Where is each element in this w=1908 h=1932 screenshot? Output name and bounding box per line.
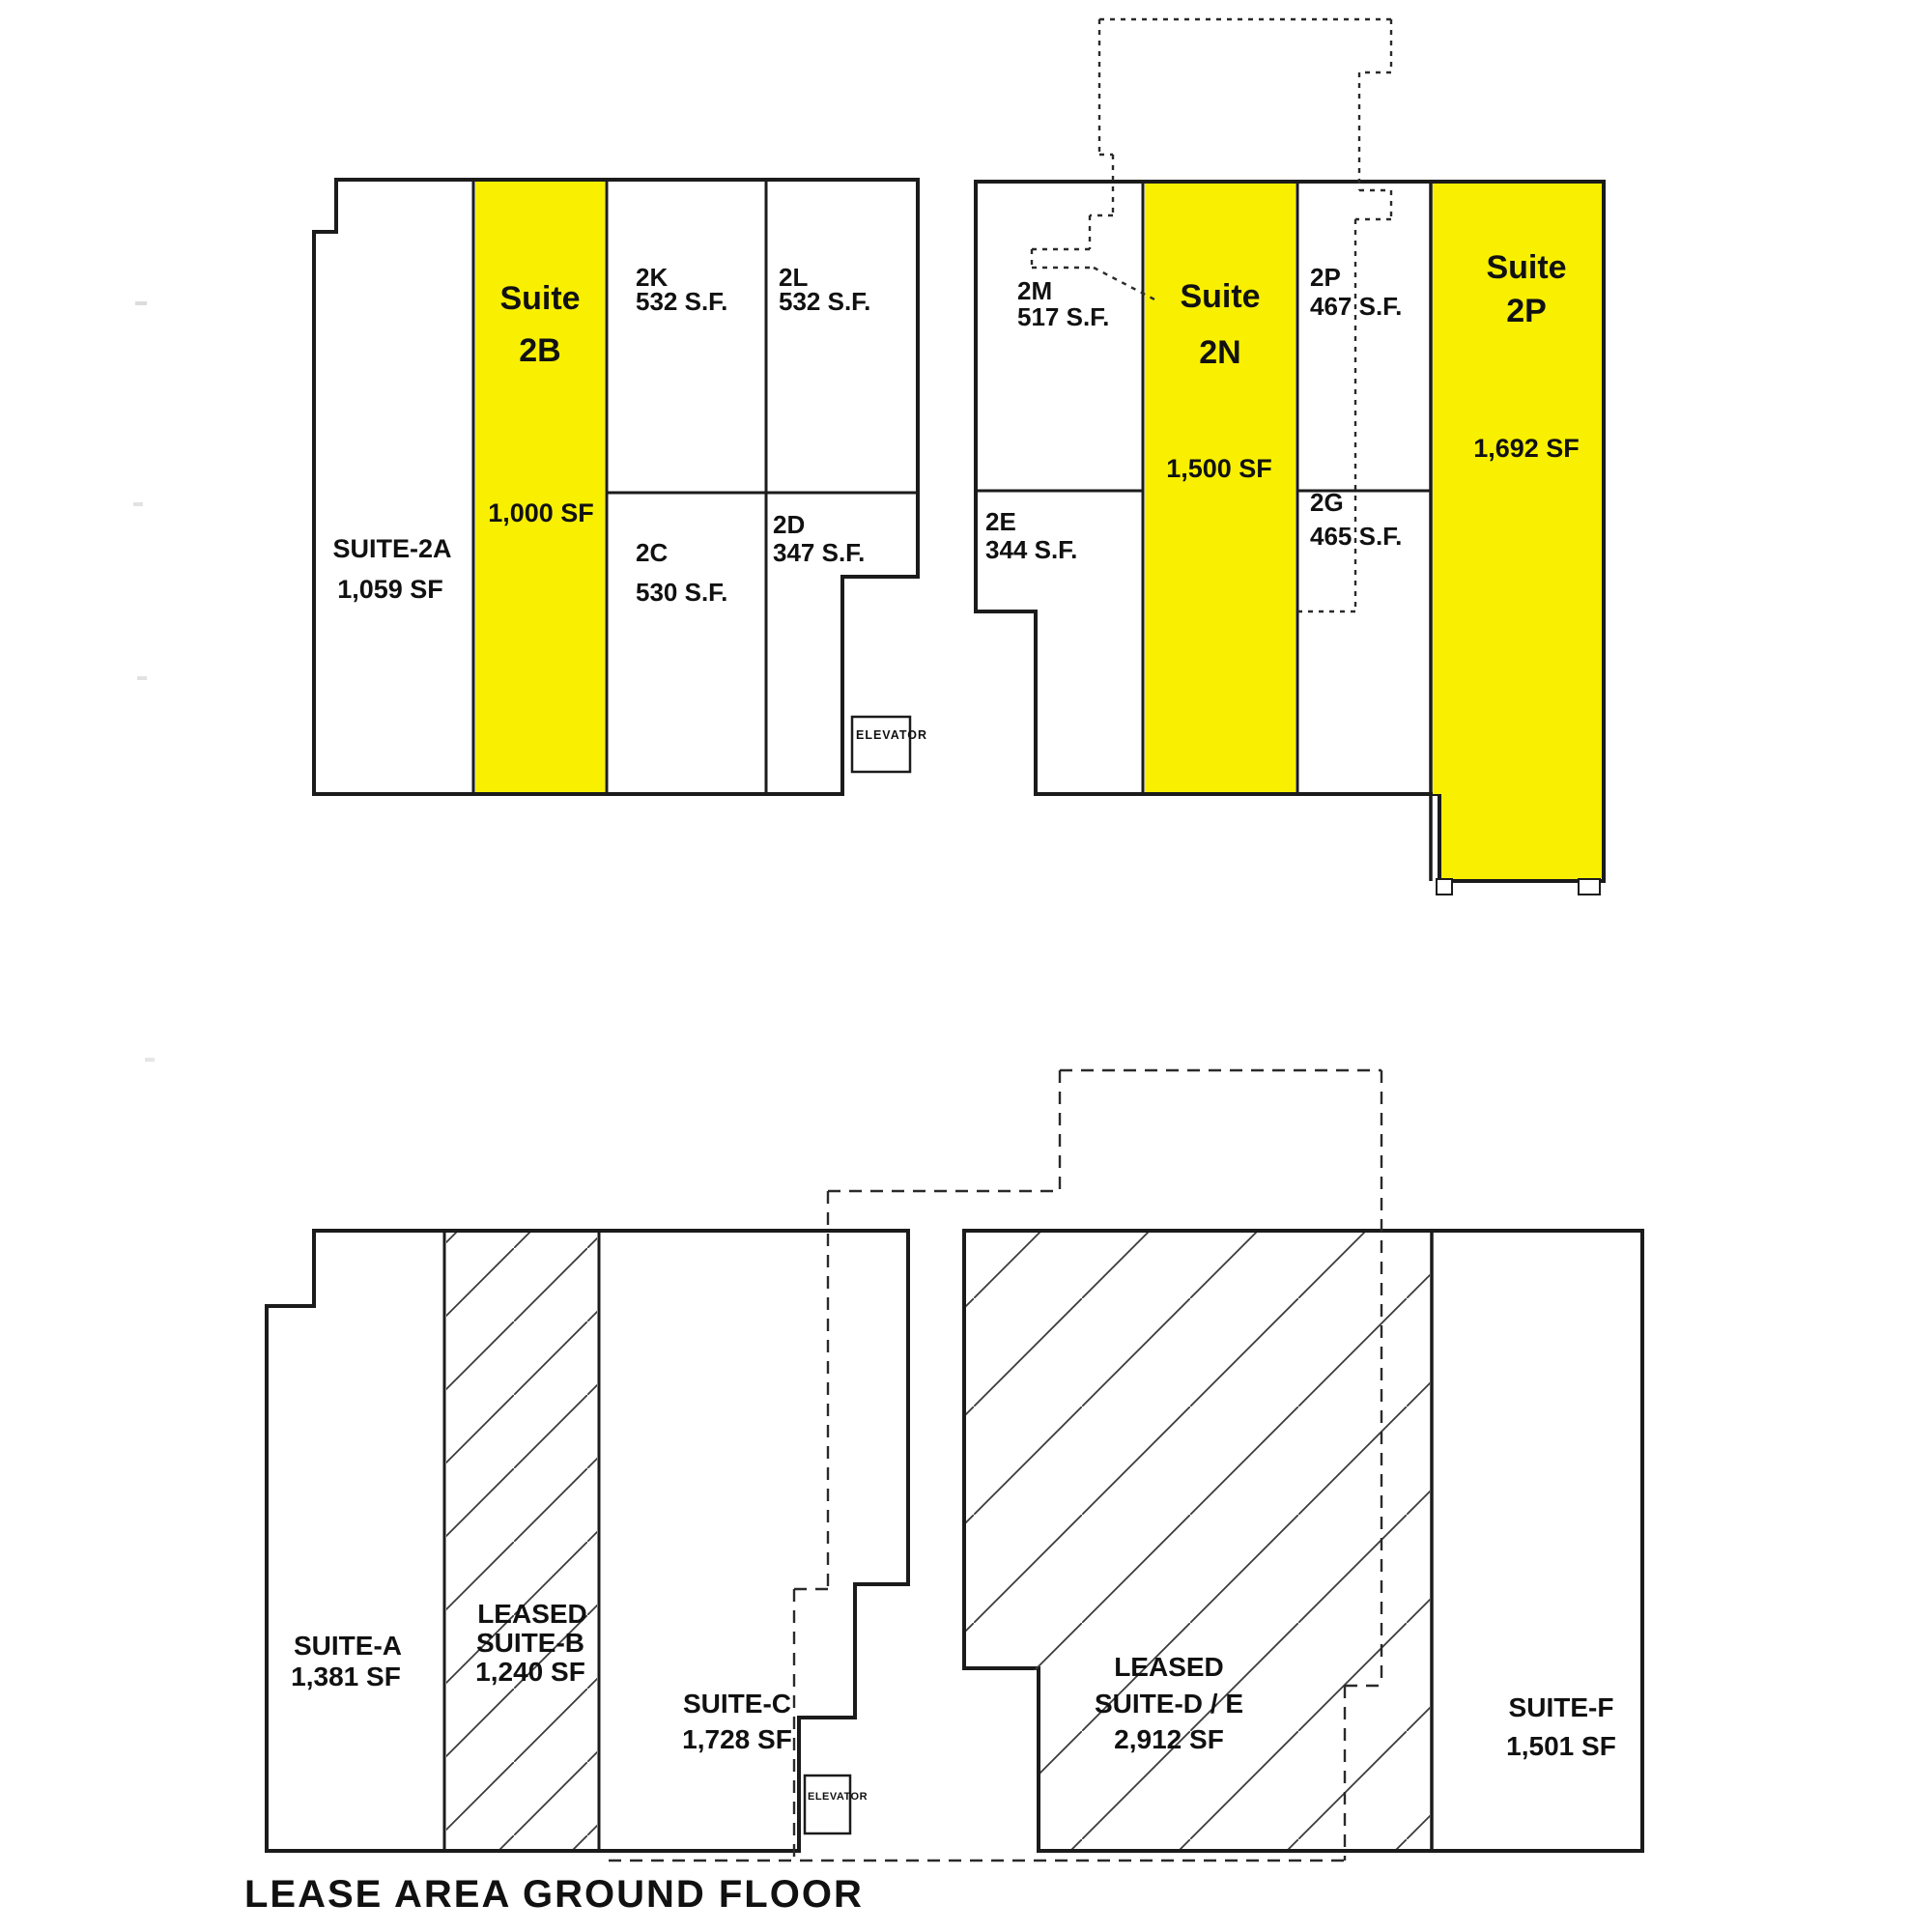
suite-b-hatch (446, 1233, 597, 1849)
suite-b-area: 1,240 SF (475, 1657, 585, 1687)
unit-2l-name: 2L (779, 263, 809, 292)
elevator-label-gf: ELEVATOR (808, 1791, 869, 1803)
elevator-shaft-gf (805, 1776, 850, 1833)
door-notch-left (1437, 879, 1452, 895)
second-floor-left-building (314, 180, 927, 794)
unit-2e-area: 344 S.F. (985, 535, 1078, 564)
suite-f-name: SUITE-F (1508, 1692, 1614, 1722)
suite-2a-name: SUITE-2A (332, 534, 452, 563)
unit-2g-area: 465 S.F. (1310, 522, 1403, 551)
ground-floor-right-building (964, 1231, 1642, 1851)
suite-c-name: SUITE-C (683, 1689, 791, 1719)
left-building-outline (314, 180, 918, 794)
suite-b-status: LEASED (477, 1599, 587, 1629)
elevator-label-2f: ELEVATOR (856, 728, 927, 742)
suite-b-name: SUITE-B (476, 1628, 584, 1658)
suite-2b-name-line2: 2B (519, 332, 561, 369)
page-title: LEASE AREA GROUND FLOOR (244, 1873, 864, 1916)
suite-f-area: 1,501 SF (1506, 1731, 1616, 1761)
unit-2m-name: 2M (1017, 276, 1053, 305)
suite-2n-name-line2: 2N (1199, 334, 1241, 371)
suite-de-status: LEASED (1114, 1652, 1224, 1682)
suite-2n-name-line1: Suite (1180, 278, 1261, 315)
suite-de-name: SUITE-D / E (1094, 1689, 1244, 1719)
suite-2n-area: 1,500 SF (1166, 454, 1272, 483)
suite-2a-area: 1,059 SF (337, 575, 443, 604)
suite-de-hatch (966, 1233, 1430, 1849)
unit-2l-area: 532 S.F. (779, 287, 871, 316)
unit-2d-area: 347 S.F. (773, 538, 866, 567)
unit-2c-name: 2C (636, 538, 669, 567)
suite-2b-area: 1,000 SF (488, 498, 594, 527)
suite-2n-highlight (1145, 184, 1296, 792)
second-floor-right-building (976, 19, 1604, 895)
unit-2e-name: 2E (985, 507, 1016, 536)
suite-a-name: SUITE-A (294, 1631, 402, 1661)
suite-2b-name-line1: Suite (499, 280, 581, 317)
unit-2k-name: 2K (636, 263, 669, 292)
suite-de-area: 2,912 SF (1114, 1724, 1224, 1754)
elevator-shaft-2f (852, 717, 910, 772)
door-notch-right (1579, 879, 1600, 895)
suite-2p-name-line2: 2P (1506, 293, 1547, 329)
suite-2p-name-line1: Suite (1486, 249, 1567, 286)
ground-floor-left-building (267, 1231, 908, 1851)
suite-c-area: 1,728 SF (682, 1724, 792, 1754)
unit-2g-name: 2G (1310, 488, 1344, 517)
suite-2p-area: 1,692 SF (1473, 434, 1580, 463)
unit-2d-name: 2D (773, 510, 806, 539)
unit-2c-area: 530 S.F. (636, 578, 728, 607)
suite-2b-highlight (475, 182, 605, 792)
scan-artifacts (133, 301, 155, 1062)
unit-2m-area: 517 S.F. (1017, 302, 1110, 331)
suite-2p-highlight (1433, 184, 1602, 879)
suite-a-area: 1,381 SF (291, 1662, 401, 1691)
unit-2p-inner-name: 2P (1310, 263, 1341, 292)
unit-2p-inner-area: 467 S.F. (1310, 292, 1403, 321)
unit-2k-area: 532 S.F. (636, 287, 728, 316)
